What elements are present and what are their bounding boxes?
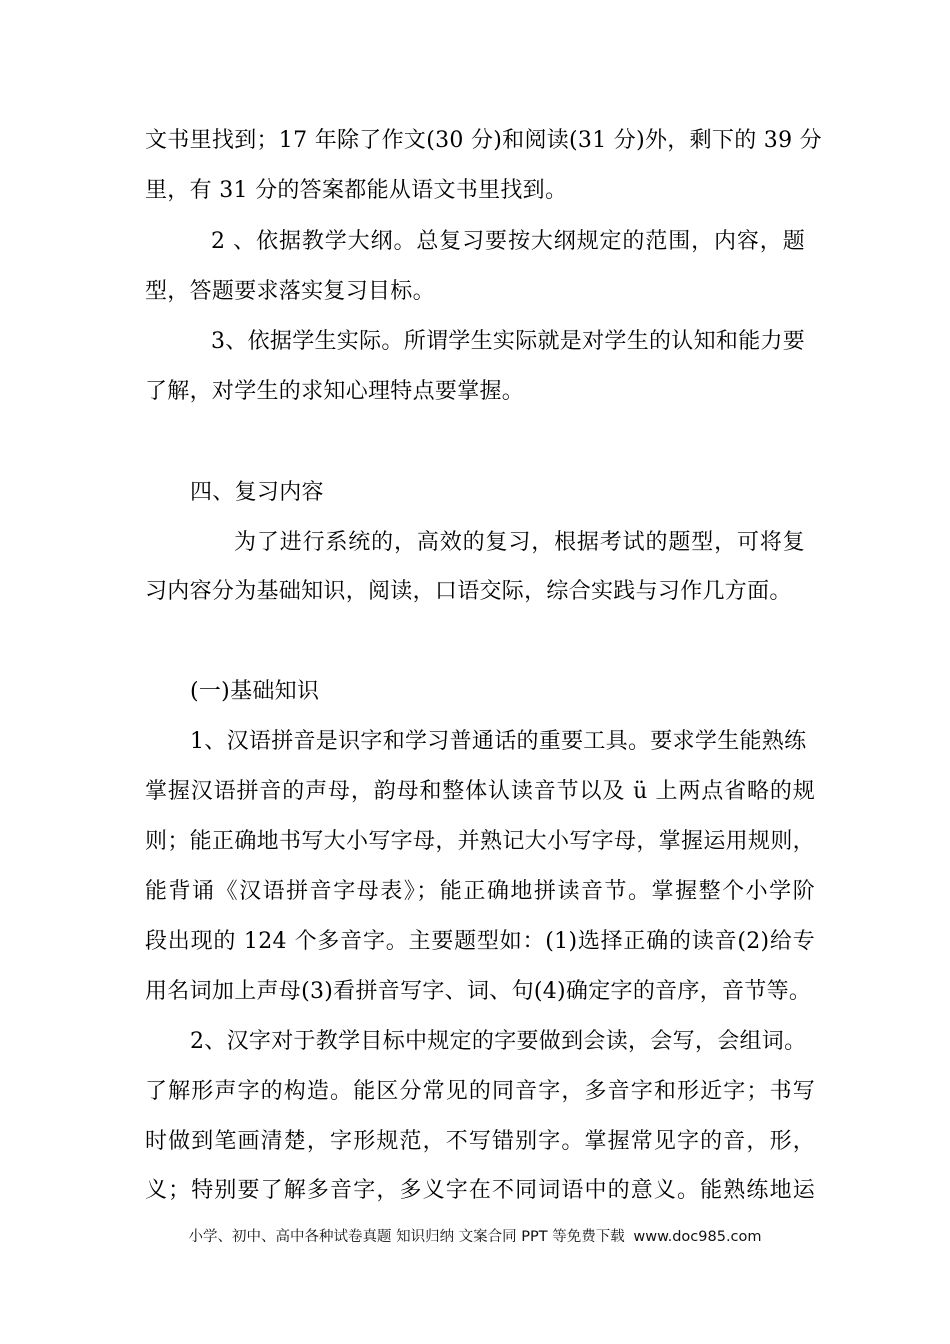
paragraph-line: 段出现的 124 个多音字。主要题型如：(1)选择正确的读音(2)给专 (145, 929, 815, 954)
page-footer (0, 1226, 950, 1248)
paragraph-line: 为了进行系统的，高效的复习，根据考试的题型，可将复 (234, 530, 805, 555)
paragraph-line: 则；能正确地书写大小写字母，并熟记大小写字母，掌握运用规则， (145, 829, 815, 854)
paragraph-line: 用名词加上声母(3)看拼音写字、词、句(4)确定字的音序，音节等。 (145, 979, 812, 1004)
paragraph-line: 习内容分为基础知识，阅读，口语交际，综合实践与习作几方面。 (145, 579, 792, 604)
paragraph-line: 3、依据学生实际。所谓学生实际就是对学生的认知和能力要 (211, 329, 806, 354)
paragraph-line: 了解，对学生的求知心理特点要掌握。 (145, 379, 525, 404)
section-heading: 四、复习内容 (190, 480, 324, 505)
paragraph-line: 能背诵《汉语拼音字母表》；能正确地拼读音节。掌握整个小学阶 (145, 879, 815, 904)
paragraph-line: 时做到笔画清楚，字形规范，不写错别字。掌握常见字的音，形， (145, 1129, 815, 1154)
paragraph-line: 型，答题要求落实复习目标。 (145, 279, 435, 304)
subsection-heading: (一)基础知识 (190, 679, 320, 704)
paragraph-line: 义；特别要了解多音字，多义字在不同词语中的意义。能熟练地运 (145, 1178, 815, 1203)
paragraph-line: 里，有 31 分的答案都能从语文书里找到。 (145, 178, 568, 203)
paragraph-line: 掌握汉语拼音的声母，韵母和整体认读音节以及 ü 上两点省略的规 (145, 779, 815, 804)
paragraph-line: 2 、依据教学大纲。总复习要按大纲规定的范围，内容，题 (211, 229, 805, 254)
footer-text: 小学、初中、高中各种试卷真题 知识归纳 文案合同 PPT 等免费下载 (188, 1229, 625, 1245)
paragraph-line: 文书里找到；17 年除了作文(30 分)和阅读(31 分)外，剩下的 39 分 (145, 128, 822, 153)
paragraph-line: 1、汉语拼音是识字和学习普通话的重要工具。要求学生能熟练 (190, 729, 807, 754)
paragraph-line: 了解形声字的构造。能区分常见的同音字，多音字和形近字；书写 (145, 1079, 815, 1104)
paragraph-line: 2、汉字对于教学目标中规定的字要做到会读，会写，会组词。 (190, 1029, 807, 1054)
footer-link[interactable]: www.doc985.com (633, 1229, 762, 1245)
